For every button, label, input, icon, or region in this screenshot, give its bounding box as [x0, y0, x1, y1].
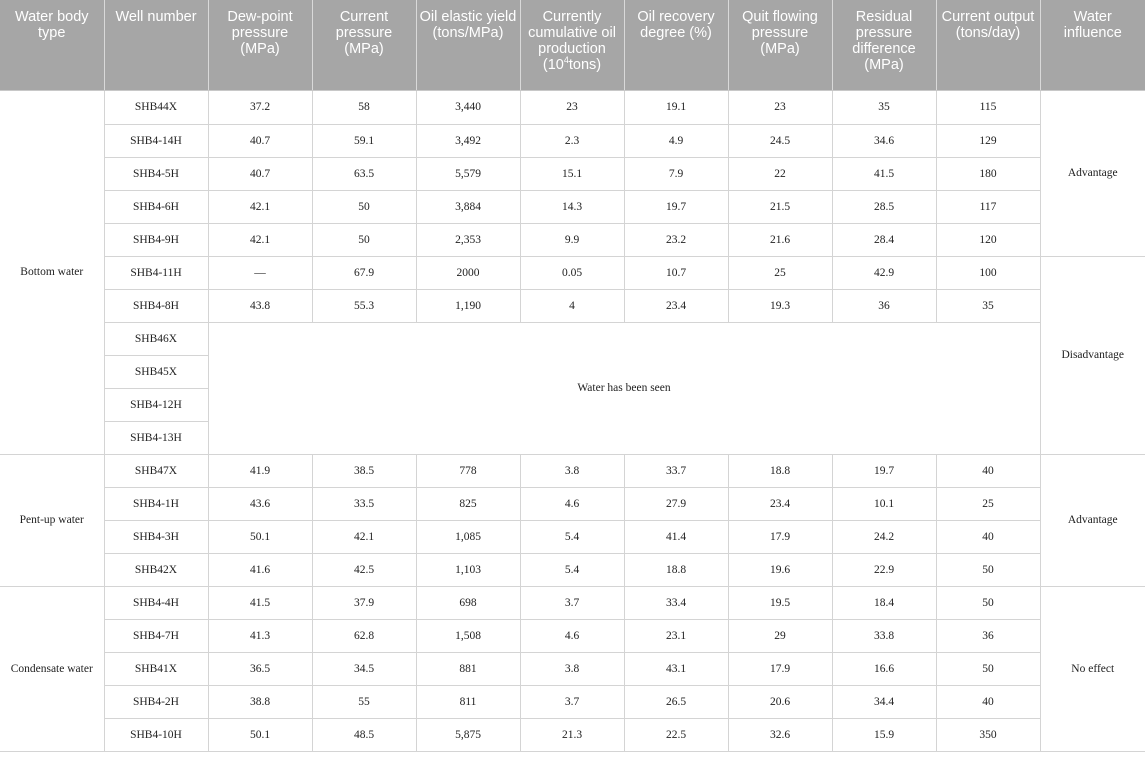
oil-elastic-yield-cell: 3,440	[416, 90, 520, 124]
quit-flowing-cell: 23.4	[728, 487, 832, 520]
cumulative-production-cell: 15.1	[520, 157, 624, 190]
header-quit-flowing-pressure: Quit flowing pressure (MPa)	[728, 0, 832, 90]
current-output-cell: 100	[936, 256, 1040, 289]
dew-point-cell: 42.1	[208, 190, 312, 223]
header-current-pressure: Current pressure (MPa)	[312, 0, 416, 90]
residual-pressure-cell: 28.4	[832, 223, 936, 256]
well-number-cell: SHB4-3H	[104, 520, 208, 553]
oil-elastic-yield-cell: 778	[416, 454, 520, 487]
cumulative-production-cell: 3.8	[520, 652, 624, 685]
quit-flowing-cell: 22	[728, 157, 832, 190]
cumulative-production-cell: 4.6	[520, 487, 624, 520]
oil-elastic-yield-cell: 881	[416, 652, 520, 685]
table-row	[0, 90, 1145, 124]
header-oil-elastic-yield: Oil elastic yield (tons/MPa)	[416, 0, 520, 90]
cumulative-production-cell: 4	[520, 289, 624, 322]
header-water-influence: Water influence	[1040, 0, 1145, 90]
current-pressure-cell: 33.5	[312, 487, 416, 520]
current-pressure-cell: 42.1	[312, 520, 416, 553]
oil-elastic-yield-cell: 2000	[416, 256, 520, 289]
table-row	[0, 289, 1145, 322]
header-row	[0, 0, 1145, 90]
current-pressure-cell: 55	[312, 685, 416, 718]
water-body-type-cell: Pent-up water	[0, 454, 104, 586]
dew-point-cell: 43.8	[208, 289, 312, 322]
dew-point-cell: 40.7	[208, 157, 312, 190]
dew-point-cell: 42.1	[208, 223, 312, 256]
dew-point-cell: 50.1	[208, 718, 312, 751]
current-pressure-cell: 37.9	[312, 586, 416, 619]
well-number-cell: SHB4-14H	[104, 124, 208, 157]
well-number-cell: SHB47X	[104, 454, 208, 487]
header-current-output: Current output (tons/day)	[936, 0, 1040, 90]
oil-elastic-yield-cell: 1,508	[416, 619, 520, 652]
well-number-cell: SHB4-8H	[104, 289, 208, 322]
residual-pressure-cell: 34.4	[832, 685, 936, 718]
current-pressure-cell: 62.8	[312, 619, 416, 652]
oil-elastic-yield-cell: 1,085	[416, 520, 520, 553]
dew-point-cell: 37.2	[208, 90, 312, 124]
table-row	[0, 454, 1145, 487]
recovery-degree-cell: 4.9	[624, 124, 728, 157]
quit-flowing-cell: 21.6	[728, 223, 832, 256]
recovery-degree-cell: 23.2	[624, 223, 728, 256]
residual-pressure-cell: 10.1	[832, 487, 936, 520]
table-row	[0, 718, 1145, 751]
current-output-cell: 120	[936, 223, 1040, 256]
quit-flowing-cell: 32.6	[728, 718, 832, 751]
water-seen-note: Water has been seen	[208, 322, 1040, 454]
recovery-degree-cell: 27.9	[624, 487, 728, 520]
dew-point-cell: 41.9	[208, 454, 312, 487]
current-pressure-cell: 50	[312, 223, 416, 256]
quit-flowing-cell: 21.5	[728, 190, 832, 223]
header-cumulative-unit: tons)	[568, 57, 602, 73]
table-row	[0, 487, 1145, 520]
well-number-cell: SHB4-6H	[104, 190, 208, 223]
water-influence-cell: Disadvantage	[1040, 256, 1145, 454]
table-header	[0, 0, 1145, 90]
oil-elastic-yield-cell: 1,103	[416, 553, 520, 586]
current-pressure-cell: 67.9	[312, 256, 416, 289]
residual-pressure-cell: 18.4	[832, 586, 936, 619]
cumulative-production-cell: 5.4	[520, 553, 624, 586]
header-residual-pressure-difference: Residual pressure difference (MPa)	[832, 0, 936, 90]
cumulative-production-cell: 0.05	[520, 256, 624, 289]
recovery-degree-cell: 10.7	[624, 256, 728, 289]
oil-elastic-yield-cell: 825	[416, 487, 520, 520]
current-output-cell: 129	[936, 124, 1040, 157]
current-output-cell: 36	[936, 619, 1040, 652]
recovery-degree-cell: 41.4	[624, 520, 728, 553]
recovery-degree-cell: 22.5	[624, 718, 728, 751]
residual-pressure-cell: 41.5	[832, 157, 936, 190]
dew-point-cell: 36.5	[208, 652, 312, 685]
current-output-cell: 50	[936, 652, 1040, 685]
dew-point-cell: 41.3	[208, 619, 312, 652]
well-number-cell: SHB4-10H	[104, 718, 208, 751]
cumulative-production-cell: 3.7	[520, 685, 624, 718]
current-pressure-cell: 63.5	[312, 157, 416, 190]
oil-elastic-yield-cell: 5,579	[416, 157, 520, 190]
dew-point-cell: 43.6	[208, 487, 312, 520]
well-number-cell: SHB4-4H	[104, 586, 208, 619]
table-row	[0, 190, 1145, 223]
residual-pressure-cell: 35	[832, 90, 936, 124]
dew-point-cell: 38.8	[208, 685, 312, 718]
dew-point-cell: —	[208, 256, 312, 289]
table-row	[0, 223, 1145, 256]
cumulative-production-cell: 21.3	[520, 718, 624, 751]
cumulative-production-cell: 4.6	[520, 619, 624, 652]
quit-flowing-cell: 23	[728, 90, 832, 124]
current-pressure-cell: 34.5	[312, 652, 416, 685]
current-pressure-cell: 48.5	[312, 718, 416, 751]
water-body-type-cell: Condensate water	[0, 586, 104, 751]
residual-pressure-cell: 36	[832, 289, 936, 322]
current-pressure-cell: 42.5	[312, 553, 416, 586]
oil-elastic-yield-cell: 5,875	[416, 718, 520, 751]
current-output-cell: 35	[936, 289, 1040, 322]
table-row	[0, 619, 1145, 652]
well-number-cell: SHB4-1H	[104, 487, 208, 520]
header-water-body-type: Water body type	[0, 0, 104, 90]
well-number-cell: SHB4-2H	[104, 685, 208, 718]
residual-pressure-cell: 15.9	[832, 718, 936, 751]
quit-flowing-cell: 19.6	[728, 553, 832, 586]
table-row	[0, 652, 1145, 685]
current-output-cell: 50	[936, 586, 1040, 619]
quit-flowing-cell: 24.5	[728, 124, 832, 157]
table-row	[0, 157, 1145, 190]
water-influence-cell: No effect	[1040, 586, 1145, 751]
cumulative-production-cell: 5.4	[520, 520, 624, 553]
current-output-cell: 115	[936, 90, 1040, 124]
residual-pressure-cell: 22.9	[832, 553, 936, 586]
cumulative-production-cell: 9.9	[520, 223, 624, 256]
header-cumulative-text: Currently cumulative oil production (10	[528, 9, 616, 73]
quit-flowing-cell: 17.9	[728, 652, 832, 685]
well-number-cell: SHB45X	[104, 355, 208, 388]
oil-elastic-yield-cell: 3,492	[416, 124, 520, 157]
oil-elastic-yield-cell: 1,190	[416, 289, 520, 322]
dew-point-cell: 41.5	[208, 586, 312, 619]
dew-point-cell: 50.1	[208, 520, 312, 553]
quit-flowing-cell: 25	[728, 256, 832, 289]
residual-pressure-cell: 34.6	[832, 124, 936, 157]
quit-flowing-cell: 17.9	[728, 520, 832, 553]
recovery-degree-cell: 23.4	[624, 289, 728, 322]
recovery-degree-cell: 26.5	[624, 685, 728, 718]
quit-flowing-cell: 19.3	[728, 289, 832, 322]
oil-elastic-yield-cell: 698	[416, 586, 520, 619]
dew-point-cell: 40.7	[208, 124, 312, 157]
cumulative-production-cell: 2.3	[520, 124, 624, 157]
current-pressure-cell: 59.1	[312, 124, 416, 157]
oil-elastic-yield-cell: 811	[416, 685, 520, 718]
header-well-number: Well number	[104, 0, 208, 90]
residual-pressure-cell: 24.2	[832, 520, 936, 553]
table-body	[0, 90, 1145, 751]
current-output-cell: 40	[936, 685, 1040, 718]
recovery-degree-cell: 19.7	[624, 190, 728, 223]
recovery-degree-cell: 33.4	[624, 586, 728, 619]
table-row	[0, 520, 1145, 553]
well-number-cell: SHB4-7H	[104, 619, 208, 652]
recovery-degree-cell: 33.7	[624, 454, 728, 487]
quit-flowing-cell: 18.8	[728, 454, 832, 487]
water-influence-cell: Advantage	[1040, 454, 1145, 586]
residual-pressure-cell: 16.6	[832, 652, 936, 685]
current-output-cell: 40	[936, 454, 1040, 487]
well-number-cell: SHB4-12H	[104, 388, 208, 421]
well-number-cell: SHB46X	[104, 322, 208, 355]
table-row	[0, 553, 1145, 586]
recovery-degree-cell: 7.9	[624, 157, 728, 190]
current-output-cell: 180	[936, 157, 1040, 190]
well-number-cell: SHB41X	[104, 652, 208, 685]
table-row	[0, 322, 1145, 355]
header-oil-recovery-degree: Oil recovery degree (%)	[624, 0, 728, 90]
quit-flowing-cell: 20.6	[728, 685, 832, 718]
oil-elastic-yield-cell: 2,353	[416, 223, 520, 256]
well-number-cell: SHB4-11H	[104, 256, 208, 289]
current-pressure-cell: 58	[312, 90, 416, 124]
well-number-cell: SHB42X	[104, 553, 208, 586]
current-pressure-cell: 50	[312, 190, 416, 223]
current-pressure-cell: 55.3	[312, 289, 416, 322]
table-row	[0, 124, 1145, 157]
current-output-cell: 50	[936, 553, 1040, 586]
current-output-cell: 25	[936, 487, 1040, 520]
residual-pressure-cell: 28.5	[832, 190, 936, 223]
quit-flowing-cell: 29	[728, 619, 832, 652]
current-output-cell: 117	[936, 190, 1040, 223]
table-row	[0, 586, 1145, 619]
table-row	[0, 685, 1145, 718]
current-output-cell: 350	[936, 718, 1040, 751]
table-row	[0, 256, 1145, 289]
residual-pressure-cell: 42.9	[832, 256, 936, 289]
recovery-degree-cell: 23.1	[624, 619, 728, 652]
recovery-degree-cell: 19.1	[624, 90, 728, 124]
header-cumulative-exponent: 4	[563, 55, 569, 66]
recovery-degree-cell: 43.1	[624, 652, 728, 685]
well-number-cell: SHB4-9H	[104, 223, 208, 256]
well-number-cell: SHB4-5H	[104, 157, 208, 190]
dew-point-cell: 41.6	[208, 553, 312, 586]
residual-pressure-cell: 33.8	[832, 619, 936, 652]
well-number-cell: SHB44X	[104, 90, 208, 124]
current-pressure-cell: 38.5	[312, 454, 416, 487]
water-influence-cell: Advantage	[1040, 90, 1145, 256]
well-number-cell: SHB4-13H	[104, 421, 208, 454]
cumulative-production-cell: 3.8	[520, 454, 624, 487]
header-dew-point-pressure: Dew-point pressure (MPa)	[208, 0, 312, 90]
recovery-degree-cell: 18.8	[624, 553, 728, 586]
current-output-cell: 40	[936, 520, 1040, 553]
oil-elastic-yield-cell: 3,884	[416, 190, 520, 223]
cumulative-production-cell: 14.3	[520, 190, 624, 223]
water-body-type-cell: Bottom water	[0, 90, 104, 454]
header-cumulative-oil-production	[520, 0, 624, 90]
quit-flowing-cell: 19.5	[728, 586, 832, 619]
cumulative-production-cell: 23	[520, 90, 624, 124]
cumulative-production-cell: 3.7	[520, 586, 624, 619]
residual-pressure-cell: 19.7	[832, 454, 936, 487]
